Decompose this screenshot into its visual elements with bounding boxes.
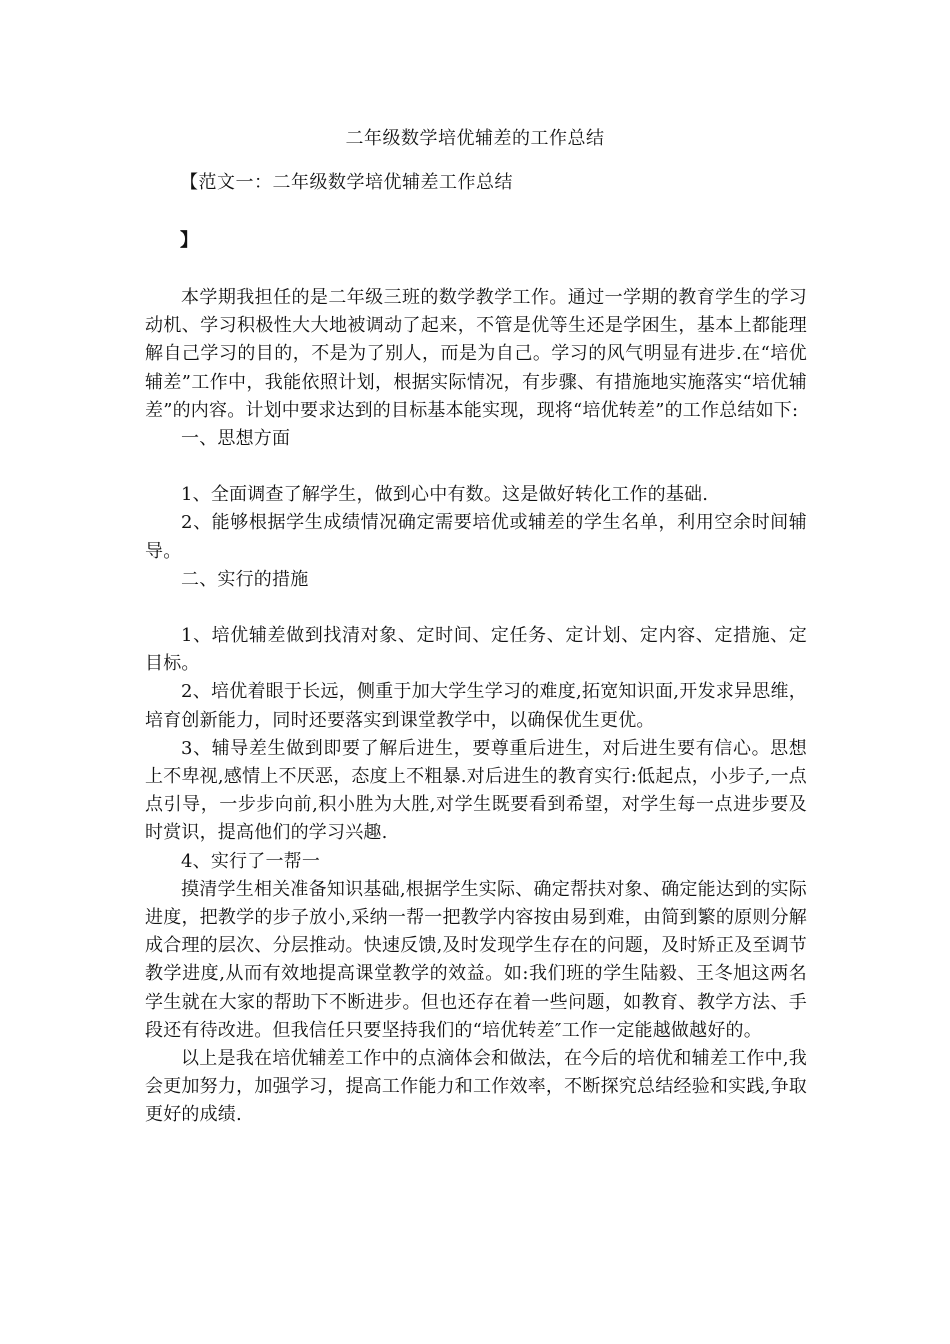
document-title: 二年级数学培优辅差的工作总结 xyxy=(345,128,605,149)
thinking-item-2: 2、能够根据学生成绩情况确定需要培优或辅差的学生名单，利用空余时间辅导。 xyxy=(145,512,807,562)
closing-bracket: 】 xyxy=(180,230,198,251)
measure-item-2: 2、培优着眼于长远，侧重于加大学生学习的难度,拓宽知识面,开发求异思维，培育创新能力，同时还要落实到课堂教学中，以确保优生更优。 xyxy=(145,681,807,731)
thinking-item-1: 1、全面调查了解学生，做到心中有数。这是做好转化工作的基础. xyxy=(181,484,709,506)
measure-item-4: 4、实行了一帮一 xyxy=(181,850,321,872)
measure-item-4-detail: 摸清学生相关准备知识基础,根据学生实际、确定帮扶对象、确定能达到的实际进度，把教学的步子放小,采纳一帮一把教学内容按由易到难，由简到繁的原则分解成合理的层次、分层推动。快速反馈,及时发现学生存在的问题，及时矫正及至调节教学进度,从而有效地提高课堂教学的效益。如:我们班的学生陆毅、王冬旭这两名学生就在大家的帮助下不断进步。但也还存在着一些问题，如教育、教学方法、手段还有待改进。但我信任只要坚持我们的“培优转差″工作一定能越做越好的。 xyxy=(145,878,807,1041)
intro-paragraph: 本学期我担任的是二年级三班的数学教学工作。通过一学期的教育学生的学习动机、学习积极性大大地被调动了起来，不管是优等生还是学困生，基本上都能理解自己学习的目的，不是为了别人，而是为自己。学习的风气明显有进步.在“培优辅差”工作中，我能依照计划，根据实际情况，有步骤、有措施地实施落实“培优辅差”的内容。计划中要求达到的目标基本能实现，现将“培优转差”的工作总结如下: xyxy=(145,287,807,421)
measure-item-3: 3、辅导差生做到即要了解后进生，要尊重后进生，对后进生要有信心。思想上不卑视,感情上不厌恶，态度上不粗暴.对后进生的教育实行:低起点，小步子,一点点引导，一步步向前,积小胜为大胜,对学生既要看到希望，对学生每一点进步要及时赏识，提高他们的学习兴趣. xyxy=(145,737,807,844)
section-heading-measures: 二、实行的措施 xyxy=(181,568,309,590)
document-subtitle: 【范文一：二年级数学培优辅差工作总结 xyxy=(180,172,513,193)
document-body xyxy=(145,284,807,1130)
conclusion-paragraph: 以上是我在培优辅差工作中的点滴体会和做法，在今后的培优和辅差工作中,我会更加努力，加强学习，提高工作能力和工作效率，不断探究总结经验和实践,争取更好的成绩. xyxy=(145,1048,807,1126)
measure-item-1: 1、培优辅差做到找清对象、定时间、定任务、定计划、定内容、定措施、定目标。 xyxy=(145,625,807,675)
section-heading-thinking: 一、思想方面 xyxy=(181,428,291,450)
